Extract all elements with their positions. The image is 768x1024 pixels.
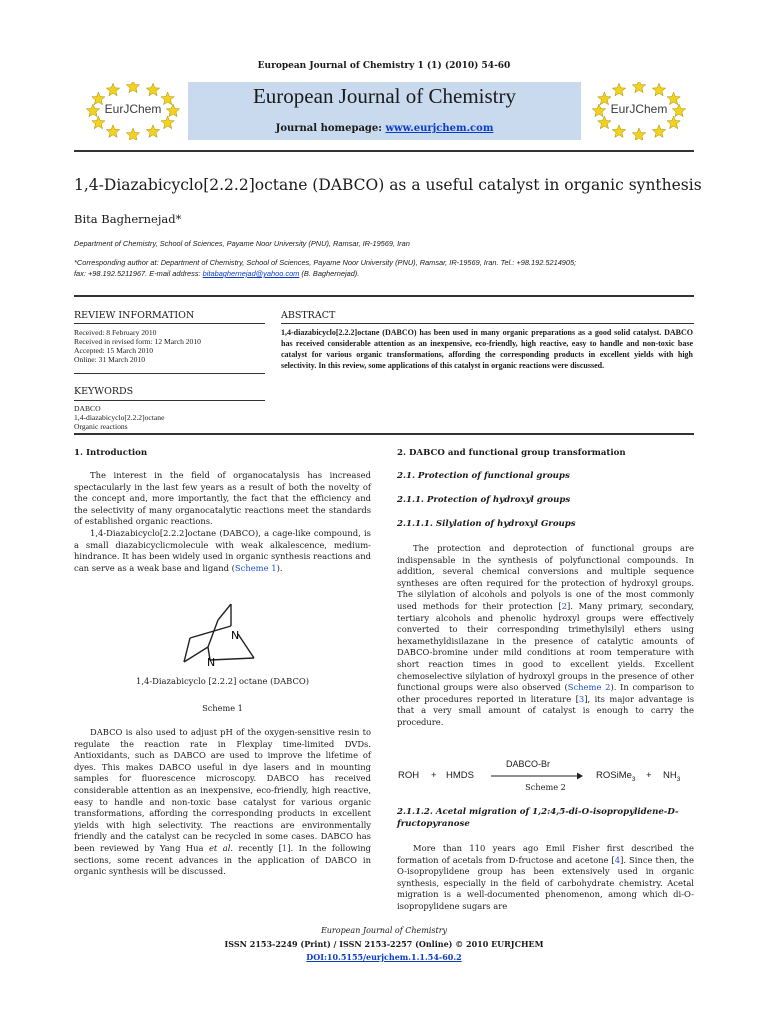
bond <box>190 626 231 638</box>
ref-2-link[interactable]: 2 <box>561 600 567 611</box>
bond <box>208 620 218 647</box>
nitrogen-atom-top: N <box>231 629 240 642</box>
revised-date: Received in revised form: 12 March 2010 <box>74 337 201 346</box>
section-2-1-1-heading: 2.1.1. Protection of hydroxyl groups <box>397 495 571 505</box>
homepage-link[interactable]: www.eurjchem.com <box>385 123 494 134</box>
p1-part-d: ], its major advantage is that a very small amount of catalyst is enough to carry the procedure. <box>397 693 694 727</box>
info-top-rule <box>74 295 694 297</box>
bond <box>238 634 254 658</box>
star-icon <box>612 125 625 138</box>
star-icon <box>146 125 159 138</box>
nitrogen-atom-bottom: N <box>207 656 216 669</box>
product-ammonia <box>663 770 680 783</box>
reaction-arrow-icon <box>491 771 583 781</box>
review-info-dates <box>74 328 265 364</box>
keywords-rule <box>74 400 265 401</box>
intro-body-2 <box>74 727 371 878</box>
accepted-date: Accepted: 15 March 2010 <box>74 346 154 355</box>
keyword-item: DABCO <box>74 404 101 413</box>
p3-end: ]. In the following sections, some recent advances in the application of DABCO in organic synthesis will be discussed. <box>74 842 371 877</box>
review-info-rule <box>74 323 265 324</box>
bond <box>210 658 254 660</box>
eurjchem-logo-left <box>84 82 182 140</box>
plus-sign: + <box>646 770 652 781</box>
p2-end: ). <box>276 562 283 573</box>
footer-doi <box>0 952 768 962</box>
star-icon <box>632 128 645 140</box>
homepage-label: Journal homepage: <box>275 123 382 134</box>
star-icon <box>146 83 159 96</box>
star-icon <box>652 83 665 96</box>
intro-body <box>74 470 371 574</box>
article-title: 1,4-Diazabicyclo[2.2.2]octane (DABCO) as a useful catalyst in organic synthesis <box>74 176 702 194</box>
p2-part-b: ]. Since then, the O-isopropylidene group has been extensively used in organic synthesis, especially in the field of carbohydrate chemistry. Acetal migration is a well-documented phenomenon, among which di-O-isopropylidene sugars are <box>397 854 694 911</box>
corr-line2-post: (B. Baghernejad). <box>299 269 360 278</box>
header-rule <box>74 150 694 152</box>
scheme2-link[interactable]: Scheme 2 <box>567 682 611 693</box>
acetal-body <box>397 843 694 913</box>
scheme1-caption: Scheme 1 <box>202 703 243 713</box>
star-icon <box>92 116 105 129</box>
p1-part-b: ]. Many primary, secondary, tertiary alcohols and phenolic hydroxyl groups were effectively converted to their corresponding trimethylsilyl ethers using hexamethyldisilazane in the presence of catalytic amounts of DABCO-bromine under mild conditions at room temperature with short reaction times in good to excellent yields. Excellent chemoselective silylation of hydroxyl groups in the presence of other functional groups were also observed ( <box>397 600 694 693</box>
intro-paragraph-2 <box>74 528 371 574</box>
p2-text: 1,4-Diazabicyclo[2.2.2]octane (DABCO), a cage-like compound, is a small diazabicyclicmolecule with weak alkalescence, medium-hindrance. It has been widely used in organic synthesis reactions and can serve as a weak base and ligand ( <box>74 527 371 573</box>
corr-line2-pre: fax: +98.192.5211967. E-mail address: <box>74 269 203 278</box>
product-silyl-ether <box>596 770 636 783</box>
running-head: European Journal of Chemistry 1 (1) (2010) 54-60 <box>257 61 511 71</box>
reactant-hmds: HMDS <box>446 770 474 781</box>
ref-1-link[interactable]: 1 <box>281 842 288 853</box>
scheme1-link[interactable]: Scheme 1 <box>234 562 277 573</box>
star-icon <box>652 125 665 138</box>
acetal-paragraph <box>397 843 694 913</box>
footer-journal: European Journal of Chemistry <box>320 926 448 935</box>
intro-paragraph-1: The interest in the field of organocatalysis has increased spectacularly in the last few years as a result of both the novelty of the concept and, more importantly, the fact that the efficiency and the selectivity of many organocatalytic reactions meet the standards of established organic reactions. <box>74 470 371 527</box>
ref-3-link[interactable]: 3 <box>578 693 585 704</box>
p1-part-c: ). In comparison to other procedures reported in literature [ <box>397 682 694 704</box>
plus-sign: + <box>431 770 437 781</box>
scheme2-caption: Scheme 2 <box>525 782 566 792</box>
p2-part-a: More than 110 years ago Emil Fisher first described the formation of acetals from D-fructose and acetone [ <box>397 843 694 865</box>
ammonia-subscript: 3 <box>676 775 681 783</box>
p3-etal: et al. <box>208 842 234 853</box>
silylation-body <box>397 543 694 729</box>
logo-text: EurJChem <box>104 102 162 116</box>
reactant-roh: ROH <box>398 770 420 781</box>
star-icon <box>161 116 174 129</box>
star-icon <box>632 82 645 93</box>
star-icon <box>106 83 119 96</box>
star-icon <box>667 116 680 129</box>
star-icon <box>126 128 139 140</box>
section-2-1-1-2-heading: 2.1.1.2. Acetal migration of 1,2:4,5-di-O-isopropylidene-D-fructopyranose <box>397 807 679 829</box>
author: Bita Baghernejad* <box>74 212 182 226</box>
star-icon <box>612 83 625 96</box>
keyword-item: Organic reactions <box>74 422 128 431</box>
product-text: ROSiMe <box>596 770 632 781</box>
p3-recent: recently [ <box>233 842 282 853</box>
ref-4-link[interactable]: 4 <box>614 854 621 865</box>
affiliation: Department of Chemistry, School of Sciences, Payame Noor University (PNU), Ramsar, IR-19569, Iran <box>74 239 410 248</box>
journal-title: European Journal of Chemistry <box>252 84 517 108</box>
section-2-1-1-1-heading: 2.1.1.1. Silylation of hydroxyl Groups <box>397 519 576 529</box>
ammonia-text: NH <box>663 770 677 781</box>
keywords-heading: KEYWORDS <box>74 386 134 397</box>
intro-heading: 1. Introduction <box>74 448 148 458</box>
corr-email-link[interactable]: bitabaghernejad@yahoo.com <box>202 269 300 278</box>
reagent-label: DABCO-Br <box>506 759 551 769</box>
abstract-text: 1,4-diazabicyclo[2.2.2]octane (DABCO) has been used in many organic preparations as a good solid catalyst. DABCO has received considerable attention as an inexpensive, eco-friendly, high reactive, easy to handle and non-toxic base catalyst for various organic transformations, affording the corresponding products in excellent yields with high selectivity. In this review, some applications of this catalyst in organic reactions were discussed. <box>281 328 693 370</box>
corresponding-author <box>74 257 704 279</box>
keywords-list <box>74 404 265 431</box>
star-icon <box>598 116 611 129</box>
p3-text: DABCO is also used to adjust pH of the oxygen-sensitive resin to regulate the reaction rate in Flexplay time-limited DVDs. Antioxidants, such as DABCO are used to improve the lifetime of dyes. This makes DABCO useful in dye lasers and in mounting samples for fluorescence microscopy. DABCO has received considerable attention as an inexpensive, eco-friendly, high reactive, easy to handle and non-toxic base catalyst for various organic transformations, affording the corresponding products in excellent yields with high selectivity. The reactions are environmentally friendly and the catalyst can be recycled in some cases. DABCO has been reviewed by Yang Hua <box>74 727 371 853</box>
star-icon <box>106 125 119 138</box>
online-date: Online: 31 March 2010 <box>74 355 146 364</box>
received-date: Received: 8 February 2010 <box>74 328 157 337</box>
intro-paragraph-3 <box>74 727 371 878</box>
section-2-1-heading: 2.1. Protection of functional groups <box>397 471 570 481</box>
corr-line1: *Corresponding author at: Department of Chemistry, School of Sciences, Payame Noor University (PNU), Ramsar, IR-19569, Iran. Tel.: +98.192.5214905; <box>74 258 577 267</box>
product-subscript: 3 <box>631 775 636 783</box>
journal-homepage <box>188 123 581 134</box>
star-icon <box>126 82 139 93</box>
review-info-bottom-rule <box>74 373 265 374</box>
bond <box>218 604 231 620</box>
logo-text: EurJChem <box>610 102 668 116</box>
eurjchem-logo-right <box>590 82 688 140</box>
keyword-item: 1,4-diazabicyclo[2.2.2]octane <box>74 413 165 422</box>
p1-part-a: The protection and deprotection of functional groups are indispensable in the synthesis of polyfunctional compounds. In addition, several chemical conversions and multiple sequence syntheses are often required for the protection of hydroxyl groups. The silylation of alcohols and polyols is one of the most commonly used methods for their protection [ <box>397 543 694 611</box>
section-2-heading: 2. DABCO and functional group transformation <box>397 448 626 458</box>
abstract-heading: ABSTRACT <box>281 310 336 321</box>
body-top-rule <box>74 433 694 435</box>
footer-issn: ISSN 2153-2249 (Print) / ISSN 2153-2257 (Online) © 2010 EURJCHEM <box>224 939 544 949</box>
review-info-heading: REVIEW INFORMATION <box>74 310 195 321</box>
doi-link[interactable]: DOI:10.5155/eurjchem.1.1.54-60.2 <box>306 952 462 962</box>
abstract-rule <box>281 323 694 324</box>
silylation-paragraph <box>397 543 694 729</box>
dabco-structure <box>178 602 268 670</box>
structure-label: 1,4-Diazabicyclo [2.2.2] octane (DABCO) <box>136 676 309 686</box>
